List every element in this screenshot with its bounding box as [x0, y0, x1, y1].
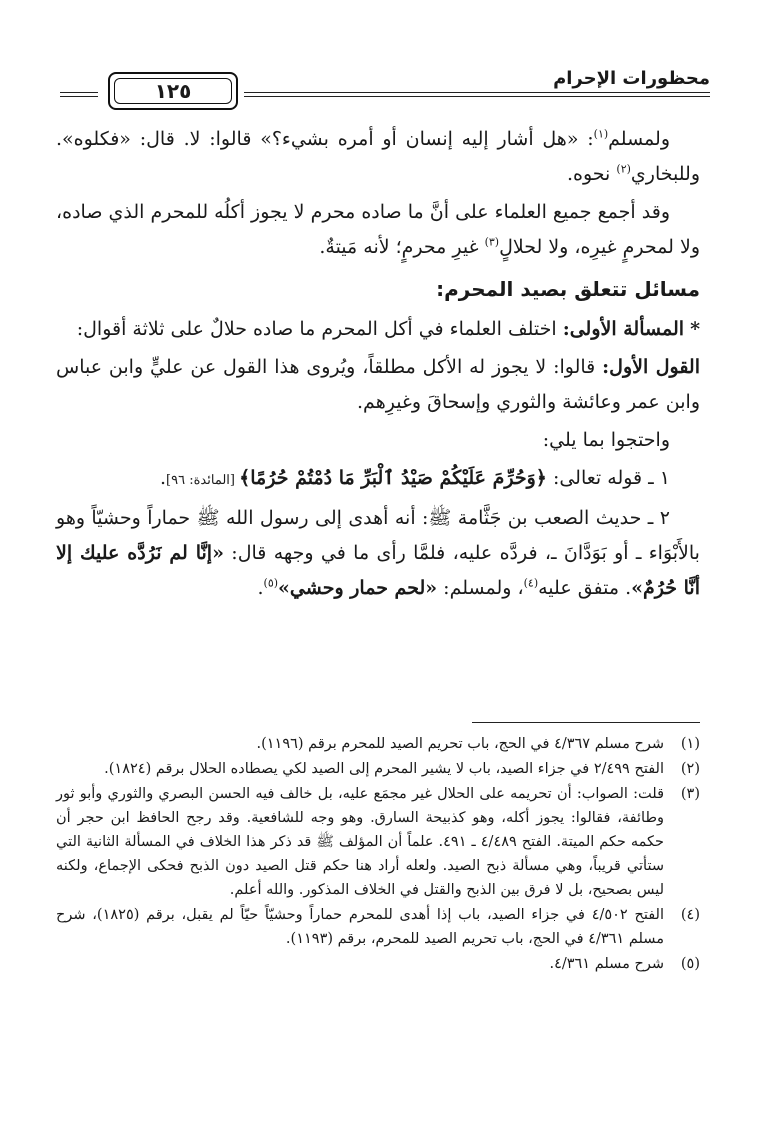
footnote-5 — [56, 952, 700, 976]
text-span: اختلف العلماء في أكل المحرم ما صاده حلالٌ على ثلاثة أقوال: — [76, 318, 563, 340]
text-span: . متفق عليه — [538, 577, 632, 599]
footnote-separator — [472, 722, 700, 723]
paragraph-7 — [56, 501, 700, 606]
paragraph-2 — [56, 195, 700, 265]
footnote-text: الفتح ٤/٥٠٢ في جزاء الصيد، باب إذا أهدى للمحرم حماراً وحشيّاً حيّاً لم يقبل، برقم (١٨٢٥)، شرح مسلم ٤/٣٦١ في الحج، باب تحريم الصيد للمحرم، برقم (١١٩٣). — [56, 907, 664, 947]
footnote-ref[interactable]: (٢) — [616, 162, 631, 176]
footnote-2 — [56, 757, 700, 781]
text-span: : «هل أشار إليه إنسان أو أمره بشيء؟» قالوا: لا. قال: «فكلوه». وللبخاري — [56, 128, 700, 185]
footnote-ref[interactable]: (٤) — [523, 576, 539, 590]
footnote-number: (٢) — [680, 761, 700, 777]
text-span: غيرِ محرمٍ؛ لأنه مَيتةٌ. — [319, 236, 485, 258]
text-span: ٢ ـ حديث الصعب بن جَثَّامة ﷺ: أنه أهدى إلى رسول الله ﷺ حماراً وحشيّاً وهو بالأَبْوَاء ـ أو بَوَدَّانَ ـ، فردَّه عليه، فلمَّا رأى ما في وجهه قال: — [56, 507, 700, 564]
text-span: ، ولمسلم: — [437, 577, 524, 599]
footnotes — [56, 732, 700, 977]
text-span: ولمسلم — [608, 128, 670, 150]
hadith-quote: «لحم حمار وحشي» — [278, 577, 438, 599]
text-span: . — [257, 577, 264, 599]
text-span: . — [160, 467, 167, 489]
footnote-ref[interactable]: (٥) — [263, 576, 279, 590]
footnote-number: (١) — [680, 736, 700, 752]
paragraph-4 — [56, 350, 700, 420]
footnote-number: (٥) — [680, 956, 700, 972]
verse-reference: [المائدة: ٩٦] — [166, 473, 240, 488]
page-number-frame — [108, 72, 238, 110]
footnote-text: الفتح ٢/٤٩٩ في جزاء الصيد، باب لا يشير المحرم إلى الصيد لكي يصطاده الحلال برقم (١٨٢٤). — [104, 761, 664, 777]
text-span: نحوه. — [566, 163, 617, 185]
text-span: وقد أجمع جميع العلماء على أنَّ ما صاده محرم لا يجوز أكلُه للمحرم الذي صاده، ولا لمحرمٍ غيرِه، ولا لحلالٍ — [56, 201, 700, 258]
running-title: محظورات الإحرام — [553, 68, 710, 89]
quran-verse: ﴿وَحُرِّمَ عَلَيْكُمْ صَيْدُ ٱلْبَرِّ مَا دُمْتُمْ حُرُمًا﴾ — [239, 467, 547, 489]
page-header — [60, 62, 710, 112]
footnote-1 — [56, 732, 700, 756]
section-heading: مسائل تتعلق بصيد المحرم: — [436, 277, 700, 301]
paragraph-1 — [56, 122, 700, 192]
footnote-4 — [56, 903, 700, 951]
footnote-text: شرح مسلم ٤/٣٦٧ في الحج، باب تحريم الصيد للمحرم برقم (١١٩٦). — [256, 736, 664, 752]
header-rule-right — [244, 92, 710, 97]
paragraph-6 — [56, 461, 700, 498]
text-span: قالوا: لا يجوز له الأكل مطلقاً، ويُروى هذا القول عن عليٍّ وابن عباس وابن عمر وعائشة والثوري وإسحاقَ وغيرِهم. — [56, 356, 700, 413]
star-bullet: * — [690, 318, 700, 340]
paragraph-3 — [56, 312, 700, 347]
header-rule-left — [60, 92, 98, 97]
page-number: ١٢٥ — [114, 78, 232, 104]
footnote-number: (٤) — [680, 907, 700, 923]
issue-label: المسألة الأولى: — [562, 318, 685, 340]
text-span: ١ ـ قوله تعالى: — [546, 467, 670, 489]
main-text — [56, 122, 700, 609]
hadith-quote: «إنَّا لم نَرُدَّه عليك إلا أنَّا حُرُمٌ» — [56, 542, 700, 599]
paragraph-5: واحتجوا بما يلي: — [542, 429, 670, 451]
footnote-text: قلت: الصواب: أن تحريمه على الحلال غير مجمَع عليه، بل خالف فيه الحسن البصري والثوري وأبو ثور وطائفة، فقالوا: يجوز أكله، وهو كذبيحة السارق. وهو وجه للشافعية. وقد رجح الحافظ ابن حجر أن حكمه حكم الميتة. الفتح ٤/٤٨٩ ـ ٤٩١. علماً أن المؤلف ﷺ قد ذكر هذا الخلاف في المسألة الثانية التي ستأتي قريباً، وهي مسألة ذبح الصيد. ولعله أراد هنا حكم قتل الصيد دون الذبح فحكى الإجماع، ولكنه ليس بصحيح، بل لا فرق بين الذبح والقتل في الخلاف المذكور. والله أعلم. — [56, 786, 665, 898]
footnote-ref[interactable]: (١) — [593, 127, 609, 141]
footnote-number: (٣) — [680, 786, 700, 802]
opinion-label: القول الأول: — [602, 356, 701, 378]
footnote-text: شرح مسلم ٤/٣٦١. — [549, 956, 664, 972]
footnote-3 — [56, 782, 700, 902]
footnote-ref[interactable]: (٣) — [484, 235, 500, 249]
